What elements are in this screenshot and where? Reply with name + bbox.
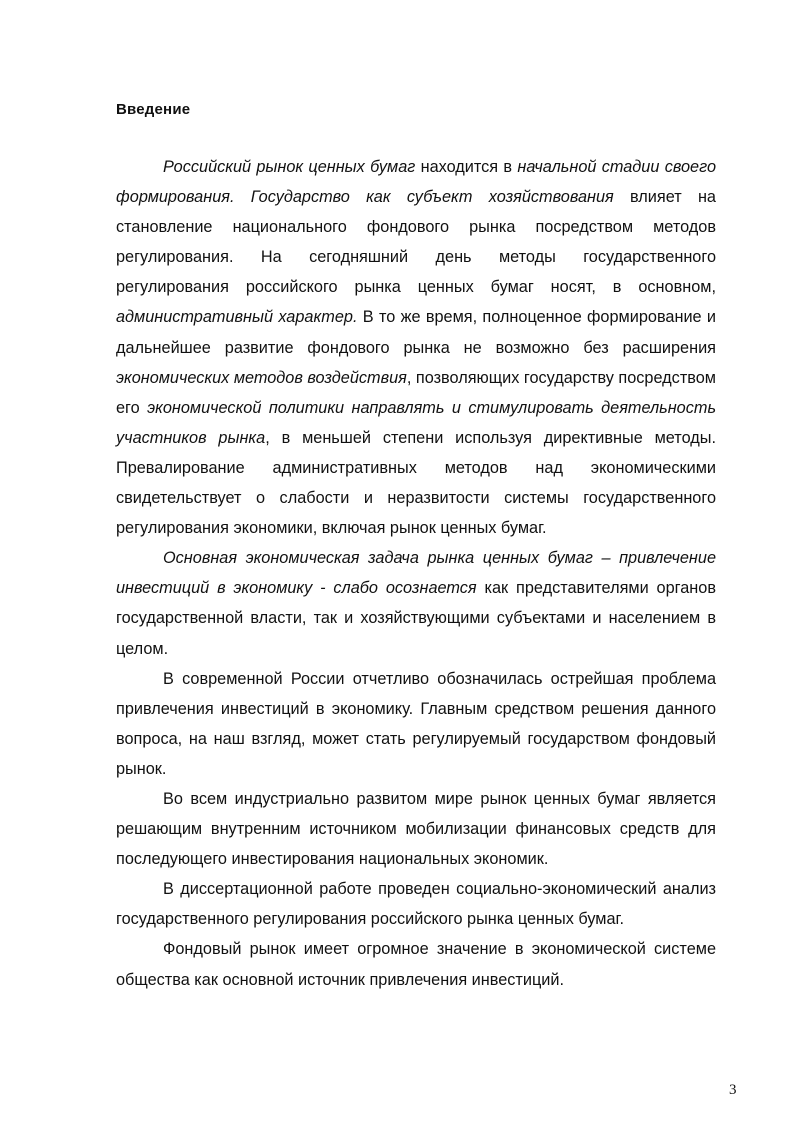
text-run: административный характер.	[116, 308, 358, 327]
text-run: , в меньшей степени используя директивные методы. Превалирование административных методов над экономическими свидетельствует о слабости и неразвитости системы государственного регулирования экономики, включая рынок ценных бумаг.	[116, 428, 717, 538]
text-run: экономических методов воздействия	[116, 368, 407, 387]
text-run: Основная экономическая задача рынка ценных бумаг – привлечение инвестиций в экономику - слабо осознается	[116, 549, 716, 598]
text-run: как представителями органов государственной власти, так и хозяйствующими субъектами и населением в целом.	[116, 579, 716, 658]
section-heading: Введение	[116, 101, 191, 118]
text-run: В диссертационной работе проведен социально-экономический анализ государственного регулирования российского рынка ценных бумаг.	[116, 880, 716, 929]
paragraph	[116, 784, 716, 874]
paragraph	[116, 543, 716, 663]
page-number: 3	[729, 1082, 737, 1098]
paragraph	[116, 152, 716, 543]
text-run: В то же время, полноценное формирование и дальнейшее развитие фондового рынка не возможно без расширения	[116, 308, 716, 357]
paragraph	[116, 664, 716, 784]
text-run: , позволяющих государству посредством его	[116, 368, 716, 417]
text-run: экономической политики направлять и стимулировать деятельность участников рынка	[116, 398, 717, 447]
paragraph	[116, 874, 716, 934]
text-run: Во всем индустриально развитом мире рынок ценных бумаг является решающим внутренним источником мобилизации финансовых средств для последующего инвестирования национальных экономик.	[116, 789, 716, 869]
text-run: влияет на становление национального фондового рынка посредством методов регулирования. На сегодняшний день методы государственного регулирования российского рынка ценных бумаг носят, в основном,	[116, 188, 716, 297]
paragraph	[116, 934, 716, 994]
body-text	[116, 152, 716, 995]
text-run: Российский рынок ценных бумаг	[163, 158, 416, 176]
text-run: начальной стадии своего формирования. Государство как субъект хозяйствования	[116, 158, 717, 207]
text-run: Фондовый рынок имеет огромное значение в экономической системе общества как основной источник привлечения инвестиций.	[116, 940, 716, 989]
text-run: находится в	[415, 158, 518, 176]
text-run: В современной России отчетливо обозначилась острейшая проблема привлечения инвестиций в экономику. Главным средством решения данного вопроса, на наш взгляд, может стать регулируемый государством фондовый рынок.	[116, 669, 716, 778]
